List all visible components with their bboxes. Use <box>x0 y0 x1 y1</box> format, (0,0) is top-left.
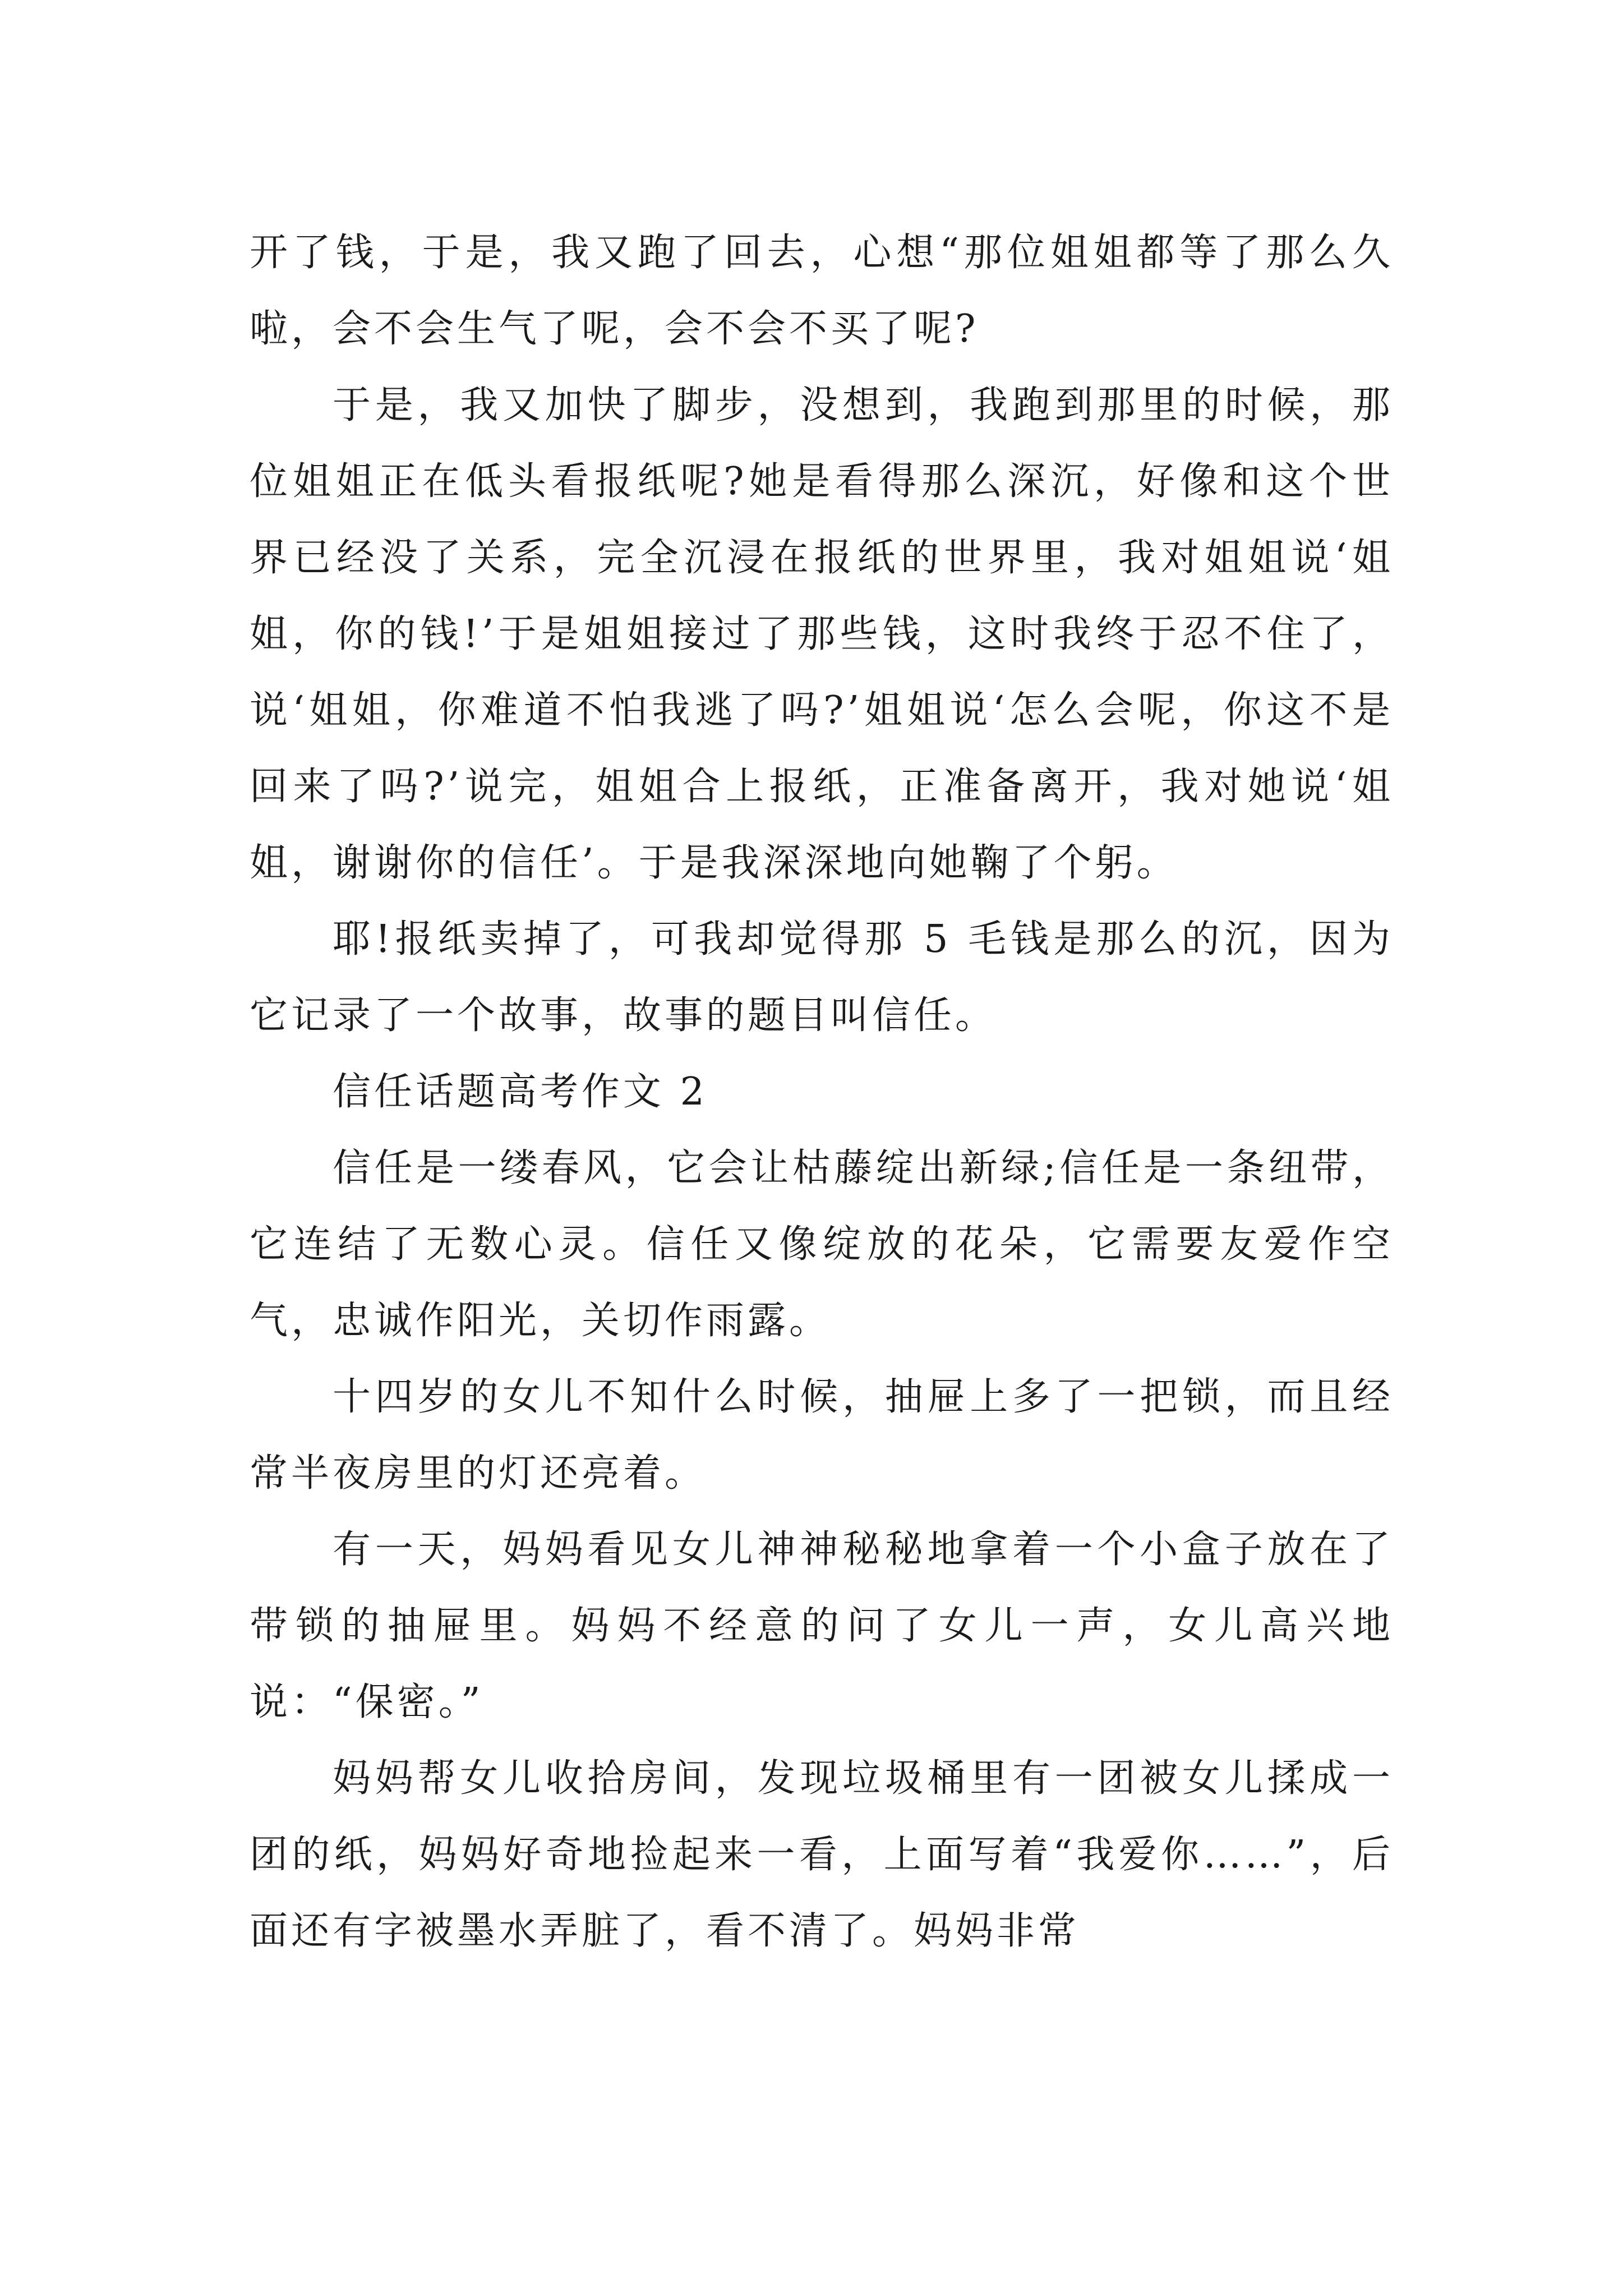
paragraph-3: 耶!报纸卖掉了，可我却觉得那 5 毛钱是那么的沉，因为它记录了一个故事，故事的题目叫信任。 <box>250 917 1394 1038</box>
paragraph-1: 开了钱，于是，我又跑了回去，心想“那位姐姐都等了那么久啦，会不会生气了呢，会不会不买了呢? <box>250 231 1394 351</box>
essay-title: 信任话题高考作文 2 <box>333 1070 708 1114</box>
paragraph-7: 有一天，妈妈看见女儿神神秘秘地拿着一个小盒子放在了带锁的抽屉里。妈妈不经意的问了女儿一声，女儿高兴地说：“保密。” <box>250 1527 1394 1724</box>
document-body <box>250 215 1394 1970</box>
paragraph-5: 信任是一缕春风，它会让枯藤绽出新绿;信任是一条纽带，它连结了无数心灵。信任又像绽放的花朵，它需要友爱作空气，忠诚作阳光，关切作雨露。 <box>250 1146 1394 1343</box>
paragraph-8: 妈妈帮女儿收拾房间，发现垃圾桶里有一团被女儿揉成一团的纸，妈妈好奇地捡起来一看，上面写着“我爱你……”，后面还有字被墨水弄脏了，看不清了。妈妈非常 <box>250 1756 1394 1953</box>
paragraph-2: 于是，我又加快了脚步，没想到，我跑到那里的时候，那位姐姐正在低头看报纸呢?她是看得那么深沉，好像和这个世界已经没了关系，完全沉浸在报纸的世界里，我对姐姐说‘姐姐，你的钱!’于是姐姐接过了那些钱，这时我终于忍不住了，说‘姐姐，你难道不怕我逃了吗?’姐姐说‘怎么会呢，你这不是回来了吗?’说完，姐姐合上报纸，正准备离开，我对她说‘姐姐，谢谢你的信任’。于是我深深地向她鞠了个躬。 <box>250 383 1394 885</box>
paragraph-6: 十四岁的女儿不知什么时候，抽屉上多了一把锁，而且经常半夜房里的灯还亮着。 <box>250 1375 1394 1496</box>
